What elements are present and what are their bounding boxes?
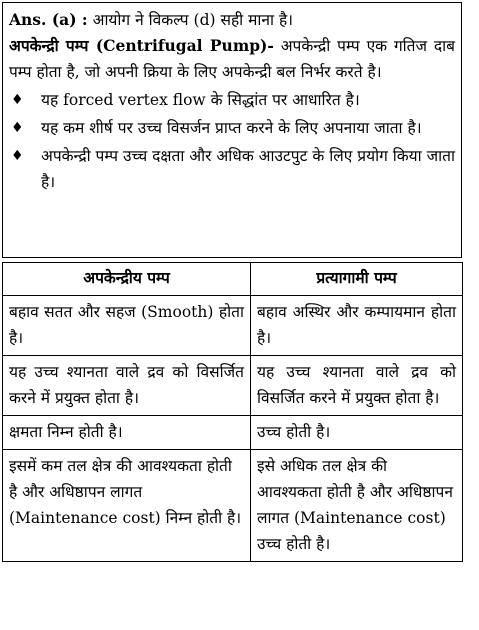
answer-prefix: Ans. (a) : <box>9 10 88 29</box>
bullet-text: यह forced vertex flow के सिद्धांत पर आधारित है। <box>41 91 360 109</box>
definition-text: अपकेन्द्री पम्प एक गतिज दाब पम्प होता है, जो अपनी क्रिया के लिए अपकेन्द्री बल निर्भर करते है। <box>9 37 455 81</box>
table-header-row <box>3 263 463 296</box>
answer-box <box>2 2 462 258</box>
bullet-item <box>9 115 455 141</box>
answer-text: आयोग ने विकल्प (d) सही माना है। <box>87 11 294 29</box>
table-row <box>3 356 463 416</box>
table-cell: इसे अधिक तल क्षेत्र की आवश्यकता होती है और अधिष्ठापन लागत (Maintenance cost) उच्च होती है। <box>251 450 463 562</box>
table-cell: बहाव अस्थिर और कम्पायमान होता है। <box>251 296 463 356</box>
table-row <box>3 450 463 562</box>
answer-line <box>9 7 455 33</box>
bullet-item <box>9 87 455 113</box>
diamond-bullet-icon: ♦ <box>11 148 24 164</box>
bullet-text: अपकेन्द्री पम्प उच्च दक्षता और अधिक आउटपुट के लिए प्रयोग किया जाता है। <box>41 147 455 191</box>
diamond-bullet-icon: ♦ <box>11 120 24 136</box>
table-cell: इसमें कम तल क्षेत्र की आवश्यकता होती है और अधिष्ठापन लागत (Maintenance cost) निम्न होती है। <box>3 450 251 562</box>
bullet-text: यह कम शीर्ष पर उच्च विसर्जन प्राप्त करने के लिए अपनाया जाता है। <box>41 119 422 137</box>
header-reciprocating-pump: प्रत्यागामी पम्प <box>251 263 463 296</box>
table-cell: बहाव सतत और सहज (Smooth) होता है। <box>3 296 251 356</box>
diamond-bullet-icon: ♦ <box>11 92 24 108</box>
definition-term: अपकेन्द्री पम्प (Centrifugal Pump)- <box>9 36 274 55</box>
header-centrifugal-pump: अपकेन्द्रीय पम्प <box>3 263 251 296</box>
table-row <box>3 296 463 356</box>
table-cell: यह उच्च श्यानता वाले द्रव को विसर्जित करने में प्रयुक्त होता है। <box>3 356 251 416</box>
table-cell: क्षमता निम्न होती है। <box>3 416 251 450</box>
comparison-table <box>2 262 463 562</box>
table-row <box>3 416 463 450</box>
definition-paragraph <box>9 33 455 85</box>
table-cell: उच्च होती है। <box>251 416 463 450</box>
table-cell: यह उच्च श्यानता वाले द्रव को विसर्जित करने में प्रयुक्त होता है। <box>251 356 463 416</box>
bullet-item <box>9 143 455 195</box>
